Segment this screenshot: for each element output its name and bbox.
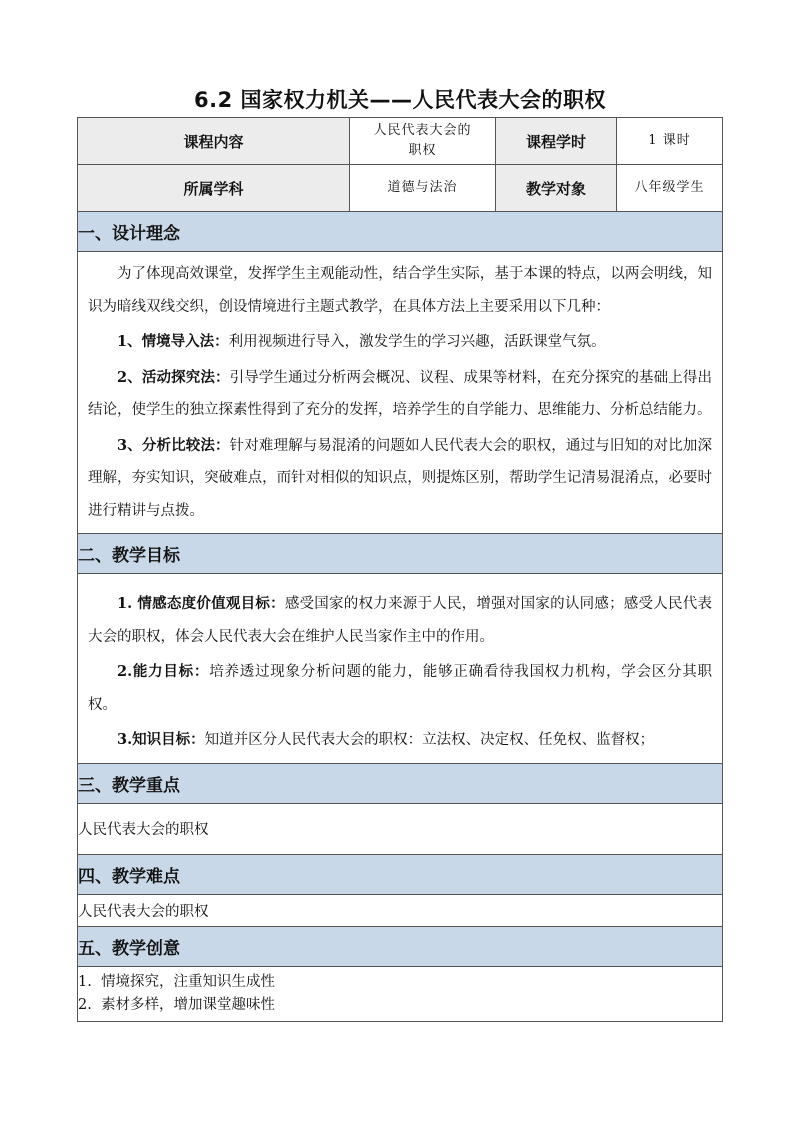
method-2-lead: 2、活动探究法： — [117, 368, 230, 386]
goal-1 — [88, 588, 712, 653]
key-points-content: 人民代表大会的职权 — [78, 803, 723, 854]
section-body-goals — [78, 574, 723, 764]
design-method-1 — [88, 326, 712, 359]
method-3-lead: 3、分析比较法： — [117, 436, 230, 454]
section-header-difficulties — [78, 854, 723, 894]
creativity-content — [78, 966, 723, 1021]
audience-value: 八年级学生 — [617, 165, 723, 212]
method-3-text: 针对难理解与易混淆的问题如人民代表大会的职权，通过与旧知的对比加深理解，夯实知识，突破难点，而针对相似的知识点，则提炼区别，帮助学生记清易混淆点，必要时进行精讲与点拨。 — [88, 437, 713, 519]
section-title-key-points: 三、教学重点 — [78, 763, 723, 803]
goal-3 — [88, 724, 712, 757]
section-title-goals: 二、教学目标 — [78, 534, 723, 574]
section-body-difficulties — [78, 894, 723, 926]
section-title-design: 一、设计理念 — [78, 212, 723, 252]
section-body-key-points — [78, 803, 723, 854]
design-content — [78, 252, 723, 534]
goals-content — [78, 574, 723, 764]
creativity-item-1 — [78, 971, 722, 994]
audience-label: 教学对象 — [496, 165, 617, 212]
course-content-value-line1: 人民代表大会的 — [373, 123, 472, 138]
section-header-key-points — [78, 763, 723, 803]
class-hours-value: 1 课时 — [617, 118, 723, 165]
design-intro: 为了体现高效课堂，发挥学生主观能动性，结合学生实际，基于本课的特点，以两会明线，知识为暗线双线交织，创设情境进行主题式教学，在具体方法上主要采用以下几种： — [88, 266, 712, 315]
section-title-creativity: 五、教学创意 — [78, 926, 723, 966]
goal-2 — [88, 656, 712, 721]
meta-row-course — [78, 118, 723, 165]
section-body-design — [78, 252, 723, 534]
design-method-3 — [88, 430, 712, 528]
creativity-item-2-text: 素材多样，增加课堂趣味性 — [101, 996, 276, 1013]
creativity-item-1-text: 情境探究，注重知识生成性 — [101, 973, 276, 990]
design-method-2 — [88, 362, 712, 427]
goal-1-lead: 1. 情感态度价值观目标： — [117, 595, 285, 612]
goal-2-lead: 2.能力目标： — [117, 663, 210, 680]
method-2-text: 引导学生通过分析两会概况、议程、成果等材料，在充分探究的基础上得出结论，使学生的独立探素性得到了充分的发挥，培养学生的自学能力、思维能力、分析总结能力。 — [88, 369, 713, 418]
section-header-goals — [78, 534, 723, 574]
meta-row-subject — [78, 165, 723, 212]
creativity-item-1-num: 1. — [78, 973, 92, 990]
goal-3-lead: 3.知识目标： — [117, 731, 205, 748]
goal-3-text: 知道并区分人民代表大会的职权：立法权、决定权、任免权、监督权； — [204, 732, 655, 748]
section-header-creativity — [78, 926, 723, 966]
page-title: 6.2 国家权力机关——人民代表大会的职权 — [193, 88, 606, 112]
class-hours-label: 课程学时 — [496, 118, 617, 165]
course-content-label: 课程内容 — [78, 118, 350, 165]
creativity-item-2 — [78, 994, 722, 1017]
section-header-design — [78, 212, 723, 252]
creativity-item-2-num: 2. — [78, 996, 92, 1013]
subject-value: 道德与法治 — [350, 165, 496, 212]
goal-2-text: 培养透过现象分析问题的能力，能够正确看待我国权力机构，学会区分其职权。 — [88, 664, 713, 713]
method-1-lead: 1、情境导入法： — [117, 333, 229, 350]
section-title-difficulties: 四、教学难点 — [78, 854, 723, 894]
course-content-value-line2: 职权 — [408, 143, 437, 158]
section-body-creativity — [78, 966, 723, 1021]
difficulties-content: 人民代表大会的职权 — [78, 894, 723, 926]
lesson-plan-table — [77, 117, 723, 1022]
method-1-text: 利用视频进行导入，激发学生的学习兴趣，活跃课堂气氛。 — [228, 334, 606, 350]
subject-label: 所属学科 — [78, 165, 350, 212]
goal-1-text: 感受国家的权力来源于人民，增强对国家的认同感；感受人民代表大会的职权，体会人民代表大会在维护人民当家作主中的作用。 — [88, 596, 712, 645]
course-content-value — [350, 118, 496, 165]
